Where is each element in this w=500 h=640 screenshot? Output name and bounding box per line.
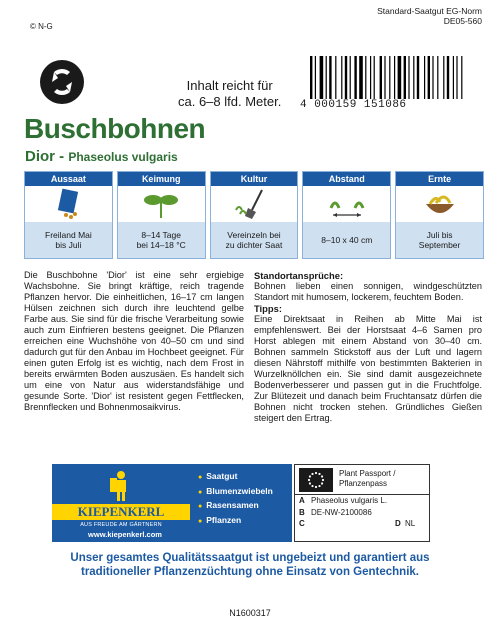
info-text: 8–10 x 40 cm xyxy=(303,222,390,258)
info-title: Kultur xyxy=(211,172,298,186)
info-keimung xyxy=(117,171,206,259)
plant-passport xyxy=(294,464,430,542)
growing-tips xyxy=(254,270,482,424)
seed-bag-icon xyxy=(46,188,90,220)
barcode-digits: 4 000159 151086 xyxy=(300,99,482,111)
lot-number: N1600317 xyxy=(229,608,271,618)
product-subtitle xyxy=(25,148,178,165)
info-ernte xyxy=(395,171,484,259)
brand-panel xyxy=(52,464,292,542)
growing-info-strip xyxy=(24,171,484,259)
product-title: Buschbohnen xyxy=(24,113,206,144)
info-title: Abstand xyxy=(303,172,390,186)
spacing-icon xyxy=(325,188,369,220)
product-description: Die Buschbohne 'Dior' ist eine sehr ergiebige Wachsbohne. Sie bringt kräftige, reich tragende Pflanzen hervor. Die einheitlichen, 16–17 cm langen Hülsen zeichnen sich durch ihre leuchtend gelbe Farbe aus. Sie sind für die frische Verarbeitung sowie auch zum Einfrieren bestens geeignet. Die Pflanzen erreichen eine Wuchshöhe von 40–50 cm und sind dadurch gut für den Anbau im Hochbeet geeignet. Für einen guten Erfolg ist es wichtig, nach dem Frost in bereits erwärmten Boden auszusäen. Es handelt sich um eine von Natur aus widerstandsfähige und gesunde Sorte. 'Dior' ist resistent gegen Fettflecken, Brennflecken und Bohnenmosaikvirus. xyxy=(24,270,244,412)
passport-title: Plant Passport / Pflanzenpass xyxy=(339,469,396,488)
info-aussaat xyxy=(24,171,113,259)
passport-row-cd: C D NL xyxy=(299,519,416,528)
harvest-bowl-icon xyxy=(418,188,462,220)
eu-flag-icon xyxy=(299,468,333,492)
site-heading: Standortansprüche: xyxy=(254,270,344,281)
tips-heading: Tipps: xyxy=(254,303,282,314)
sprout-icon xyxy=(139,188,183,220)
info-kultur xyxy=(210,171,299,259)
variety-name: Dior - xyxy=(25,148,65,165)
content-amount: Inhalt reicht für ca. 6–8 lfd. Meter. xyxy=(178,78,282,109)
latin-name: Phaseolus vulgaris xyxy=(68,150,178,164)
passport-row-b: B DE-NW-2100086 xyxy=(299,507,372,517)
copyright-notice: © N-G xyxy=(30,22,53,31)
passport-row-a: A Phaseolus vulgaris L. xyxy=(299,496,388,505)
info-title: Aussaat xyxy=(25,172,112,186)
quality-guarantee: Unser gesamtes Qualitätssaatgut ist ungebeizt und garantiert aus traditioneller Pflanzenzüchtung ohne Einsatz von Gentechnik. xyxy=(70,552,430,578)
brand-url[interactable]: www.kiepenkerl.com xyxy=(88,530,162,539)
list-item: ● Saatgut xyxy=(198,470,273,485)
seed-standard-label: Standard-Saatgut EG-Norm DE05-560 xyxy=(377,6,482,26)
green-dot-logo xyxy=(32,52,92,112)
info-text: 8–14 Tage bei 14–18 °C xyxy=(118,222,205,258)
list-item: ● Blumenzwiebeln xyxy=(198,485,273,500)
tips-text: Eine Direktsaat in Reihen ab Mitte Mai ist empfehlenswert. Bei der Horstsaat 4–6 Samen pro Horst ablegen mit einem Abstand von 30–40 cm. Bohnen sammeln Stickstoff aus der Luft und lagern diesen Nährstoff mithilfe von bestimmten Bakterien in Wurzelknöllchen ein. Sie sind damit ausgezeichnete Bodenverbesserer und passen gut in die Fruchtfolge. Zur Blütezeit und danach beim Fruchtansatz dürfen die Bohnen nicht trocken stehen. Gründliches Gießen steigert den Ertrag. xyxy=(254,314,482,423)
kiepenkerl-figure-logo xyxy=(104,468,138,502)
info-text: Freiland Mai bis Juli xyxy=(25,222,112,258)
info-text: Juli bis September xyxy=(396,222,483,258)
brand-product-list xyxy=(198,470,273,528)
spade-icon xyxy=(232,188,276,220)
list-item: ● Rasensamen xyxy=(198,499,273,514)
info-title: Keimung xyxy=(118,172,205,186)
brand-slogan: AUS FREUDE AM GÄRTNERN xyxy=(80,522,162,528)
info-abstand xyxy=(302,171,391,259)
list-item: ● Pflanzen xyxy=(198,514,273,529)
info-title: Ernte xyxy=(396,172,483,186)
site-text: Bohnen lieben einen sonnigen, windgeschützten Standort mit humosem, lockerem, feuchtem Boden. xyxy=(254,281,482,302)
info-text: Vereinzeln bei zu dichter Saat xyxy=(211,222,298,258)
brand-name: KIEPENKERL xyxy=(52,504,190,520)
